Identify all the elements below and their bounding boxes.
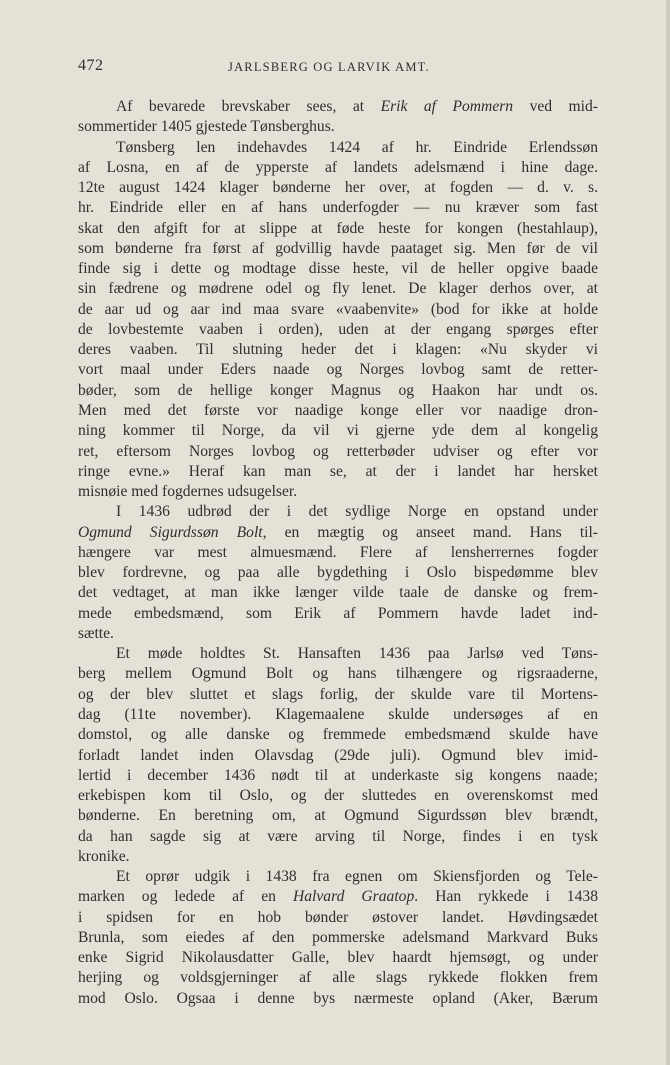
running-head: JARLSBERG OG LARVIK AMT. bbox=[228, 60, 430, 74]
text-segment: domstol, og alle danske og fremmede embedsmænd skulde have bbox=[78, 726, 598, 744]
text-line bbox=[78, 766, 598, 786]
text-segment: Et møde holdtes St. Hansaften 1436 paa Jarlsø ved Tøns- bbox=[116, 645, 598, 663]
text-segment: dag (11te november). Klagemaalene skulde undersøges af en bbox=[78, 705, 598, 723]
text-line bbox=[78, 219, 598, 239]
text-line bbox=[78, 178, 598, 198]
italic-name: Ogmund Sigurdssøn Bolt bbox=[78, 523, 263, 541]
text-segment: , en mægtig og anseet mand. Hans til- bbox=[262, 523, 599, 541]
text-segment: sætte. bbox=[78, 624, 114, 642]
text-segment: da han sagde sig at være arving til Norge, findes i en tysk bbox=[78, 827, 598, 845]
text-segment: Af bevarede brevskaber sees, at bbox=[116, 98, 381, 115]
text-segment: blev fordrevne, og paa alle bygdething i Oslo bispedømme blev bbox=[78, 564, 598, 582]
text-segment: ved mid- bbox=[513, 98, 598, 115]
italic-name: Halvard Graatop bbox=[293, 888, 415, 906]
text-segment: bøder, som de hellige konger Magnus og Haakon har undt os. bbox=[78, 381, 598, 399]
text-segment: ringe evne.» Heraf kan man se, at der i landet har hersket bbox=[78, 462, 598, 480]
text-segment: det vedtaget, at man ikke længer vilde taale de danske og frem- bbox=[78, 584, 598, 602]
text-line bbox=[78, 867, 598, 887]
text-segment: berg mellem Ogmund Bolt og hans tilhængere og rigsraaderne, bbox=[78, 665, 598, 683]
text-segment: hr. Eindride eller en af hans underfogder — nu kræver som fast bbox=[78, 199, 598, 217]
text-line bbox=[78, 158, 598, 178]
text-segment: bønderne. En beretning om, at Ogmund Sigurdssøn blev brændt, bbox=[78, 807, 598, 825]
text-segment: de lovbestemte vaaben i orden), uden at der engang spørges efter bbox=[78, 320, 598, 338]
text-segment: Tønsberg len indehavdes 1424 af hr. Eindride Erlendssøn bbox=[116, 138, 598, 156]
text-segment: erkebispen kom til Oslo, og der sluttedes en overenskomst med bbox=[78, 787, 598, 805]
text-line bbox=[78, 340, 598, 360]
text-segment: vort maal under Eders naade og Norges lovbog samt de retter- bbox=[78, 361, 598, 379]
text-segment: hængere var mest almuesmænd. Flere af lensherrernes fogder bbox=[78, 543, 598, 561]
text-segment: sin fædrene og mødrene odel og fly lenet. De klager derhos over, at bbox=[78, 280, 598, 298]
text-segment: mod Oslo. Ogsaa i denne bys nærmeste opland (Aker, Bærum bbox=[78, 989, 598, 1007]
text-line bbox=[78, 624, 598, 644]
text-line bbox=[78, 827, 598, 847]
italic-name: Erik af Pommern bbox=[380, 98, 514, 115]
text-segment: I 1436 udbrød der i det sydlige Norge en opstand under bbox=[116, 503, 598, 521]
text-line bbox=[78, 948, 598, 968]
text-line bbox=[78, 320, 598, 340]
text-segment: Et oprør udgik i 1438 fra egnen om Skiensfjorden og Tele- bbox=[116, 868, 598, 886]
text-segment: sommertider 1405 gjestede Tønsberghus. bbox=[78, 118, 335, 136]
text-segment: skat den afgift for at slippe at føde heste for kongen (hestahlaup), bbox=[78, 219, 598, 237]
text-line bbox=[78, 746, 598, 766]
text-segment: ret, eftersom Norges lovbog og retterbøder udviser og efter vor bbox=[78, 442, 598, 460]
text-line bbox=[78, 847, 598, 867]
text-line bbox=[78, 138, 598, 158]
text-segment: mede embedsmænd, som Erik af Pommern havde ladet ind- bbox=[78, 604, 598, 622]
text-line bbox=[78, 279, 598, 299]
text-line bbox=[78, 421, 598, 441]
text-line bbox=[78, 259, 598, 279]
text-line bbox=[78, 908, 598, 928]
page-header bbox=[78, 57, 598, 81]
text-segment: Men med det første vor naadige konge eller vor naadige dron- bbox=[78, 401, 598, 419]
text-segment: lertid i december 1436 nødt til at underkaste sig kongens naade; bbox=[78, 766, 598, 784]
text-line bbox=[78, 198, 598, 218]
text-segment: ning kommer til Norge, da vil vi gjerne yde dem al kongelig bbox=[78, 422, 598, 440]
text-line bbox=[78, 239, 598, 259]
text-segment: deres vaaben. Til slutning heder det i klagen: «Nu skyder vi bbox=[78, 341, 598, 359]
text-line bbox=[78, 583, 598, 603]
page-number: 472 bbox=[78, 57, 104, 74]
text-line bbox=[78, 806, 598, 826]
text-line bbox=[78, 523, 598, 543]
text-line bbox=[78, 381, 598, 401]
text-segment: 12te august 1424 klager bønderne her over, at fogden — d. v. s. bbox=[78, 179, 598, 197]
text-line bbox=[78, 401, 598, 421]
text-segment: som bønderne fra først af godvillig havde paataget sig. Men før de vil bbox=[78, 239, 598, 257]
text-segment: enke Sigrid Nikolausdatter Galle, blev haardt hjemsøgt, og under bbox=[78, 949, 598, 967]
text-segment: . Han rykkede i 1438 bbox=[414, 888, 598, 906]
text-segment: kronike. bbox=[78, 847, 130, 865]
text-segment: herjing og voldsgjerninger af alle slags rykkede flokken frem bbox=[78, 969, 598, 987]
text-line bbox=[78, 482, 598, 502]
body-text bbox=[78, 97, 598, 1009]
text-line bbox=[78, 705, 598, 725]
text-segment: Brunla, som eiedes af den pommerske adelsmand Markvard Buks bbox=[78, 928, 598, 946]
text-line bbox=[78, 462, 598, 482]
text-line bbox=[78, 502, 598, 522]
page-edge bbox=[666, 0, 670, 1065]
text-line bbox=[78, 300, 598, 320]
text-segment: marken og ledede af en bbox=[78, 888, 293, 906]
text-line bbox=[78, 117, 598, 137]
text-line bbox=[78, 360, 598, 380]
text-line bbox=[78, 989, 598, 1009]
text-segment: finde sig i dette og modtage disse heste, vil de heller opgive baade bbox=[78, 260, 598, 278]
text-segment: og der blev sluttet et slags forlig, der skulde vare til Mortens- bbox=[78, 685, 598, 703]
text-line bbox=[78, 604, 598, 624]
text-segment: misnøie med fogdernes udsugelser. bbox=[78, 483, 298, 501]
text-line bbox=[78, 685, 598, 705]
text-segment: forladt landet inden Olavsdag (29de juli). Ogmund blev imid- bbox=[78, 746, 598, 764]
text-line bbox=[78, 968, 598, 988]
text-line bbox=[78, 725, 598, 745]
text-segment: de aar ud og aar ind maa svare «vaabenvite» (bod for ikke at holde bbox=[78, 300, 598, 318]
text-line bbox=[78, 887, 598, 907]
text-segment: af Losna, en af de ypperste af landets adelsmænd i hine dage. bbox=[78, 158, 598, 176]
text-line bbox=[78, 928, 598, 948]
text-line bbox=[78, 442, 598, 462]
text-line bbox=[78, 543, 598, 563]
text-line bbox=[78, 786, 598, 806]
text-line bbox=[78, 664, 598, 684]
text-segment: i spidsen for en hob bønder østover landet. Høvdingsædet bbox=[78, 908, 598, 926]
text-line bbox=[78, 644, 598, 664]
text-line bbox=[78, 97, 598, 117]
text-line bbox=[78, 563, 598, 583]
